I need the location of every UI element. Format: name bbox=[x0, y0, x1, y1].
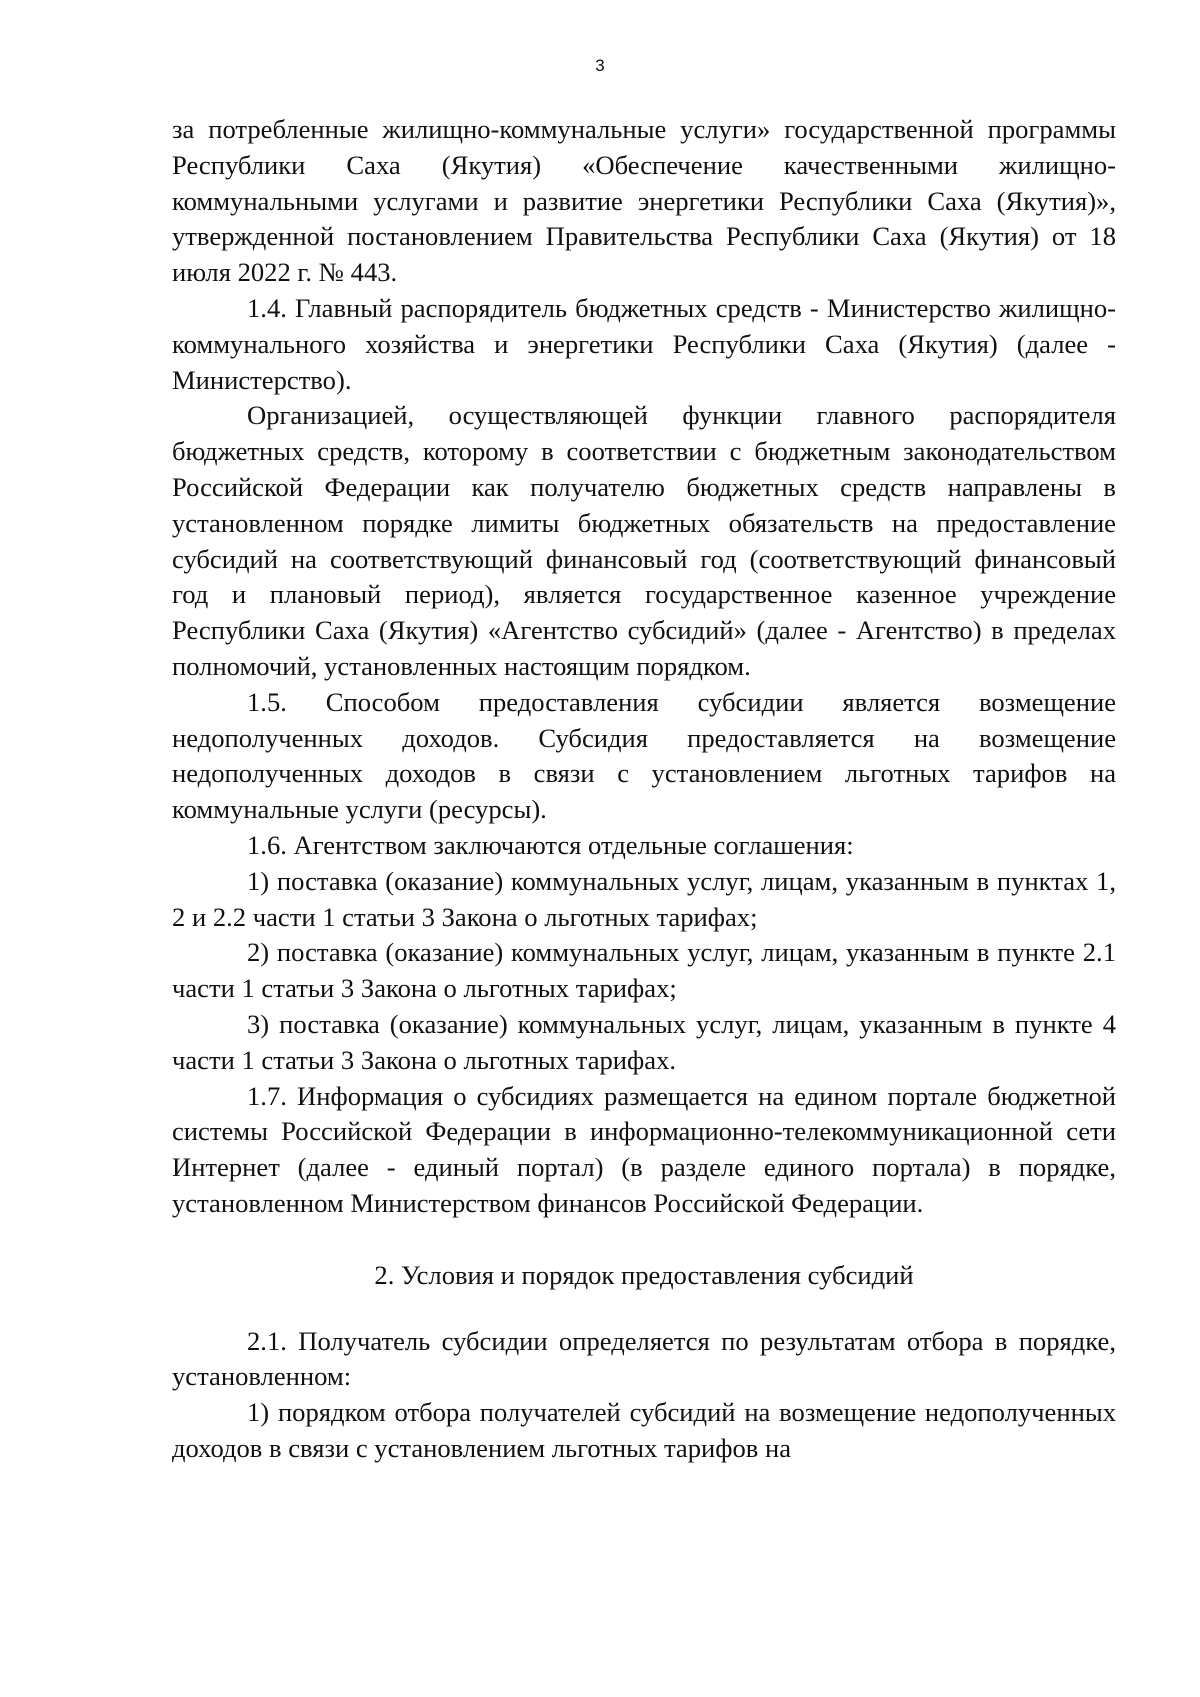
paragraph-2-1: 2.1. Получатель субсидии определяется по результатам отбора в порядке, установленном: bbox=[172, 1325, 1116, 1392]
list-item-3: 3) поставка (оказание) коммунальных услуг, лицам, указанным в пункте 4 части 1 статьи 3 Закона о льготных тарифах. bbox=[172, 1008, 1116, 1075]
paragraph-continuation: за потребленные жилищно-коммунальные услуги» государственной программы Республики Саха (Якутия) «Обеспечение качественными жилищно-коммунальными услугами и развитие энергетики Республики Саха (Якутия)», утвержденной постановлением Правительства Республики Саха (Якутия) от 18 июля 2022 г. № 443. bbox=[172, 114, 1116, 288]
paragraph-1-4: 1.4. Главный распорядитель бюджетных средств - Министерство жилищно-коммунального хозяйства и энергетики Республики Саха (Якутия) (далее - Министерство). bbox=[172, 292, 1116, 395]
list-item-1: 1) поставка (оказание) коммунальных услуг, лицам, указанным в пунктах 1, 2 и 2.2 части 1 статьи 3 Закона о льготных тарифах; bbox=[172, 865, 1116, 932]
list-item-2-1-1: 1) порядком отбора получателей субсидий на возмещение недополученных доходов в связи с установлением льготных тарифов на bbox=[172, 1397, 1116, 1463]
paragraph-1-5: 1.5. Способом предоставления субсидии является возмещение недополученных доходов. Субсидия предоставляется на возмещение недополученных доходов в связи с установлением льготных тарифов на коммунальные услуги (ресурсы). bbox=[172, 686, 1116, 825]
paragraph-1-7: 1.7. Информация о субсидиях размещается на едином портале бюджетной системы Российской Федерации в информационно-телекоммуникационной сети Интернет (далее - единый портал) (в разделе единого портала) в порядке, установленном Министерством финансов Российской Федерации. bbox=[172, 1080, 1116, 1218]
page-number: 3 bbox=[595, 56, 605, 75]
paragraph-organization: Организацией, осуществляющей функции главного распорядителя бюджетных средств, которому в соответствии с бюджетным законодательством Российской Федерации как получателю бюджетных средств направлены в установленном порядке лимиты бюджетных обязательств на предоставление субсидий на соответствующий финансовый год (соответствующий финансовый год и плановый период), является государственное казенное учреждение Республики Саха (Якутия) «Агентство субсидий» (далее - Агентство) в пределах полномочий, установленных настоящим порядком. bbox=[172, 400, 1116, 681]
list-item-2: 2) поставка (оказание) коммунальных услуг, лицам, указанным в пункте 2.1 части 1 статьи 3 Закона о льготных тарифах; bbox=[172, 937, 1116, 1004]
paragraph-1-6: 1.6. Агентством заключаются отдельные соглашения: bbox=[247, 829, 854, 860]
document-body bbox=[172, 112, 1116, 1467]
section-heading: 2. Условия и порядок предоставления субсидий bbox=[374, 1259, 914, 1290]
